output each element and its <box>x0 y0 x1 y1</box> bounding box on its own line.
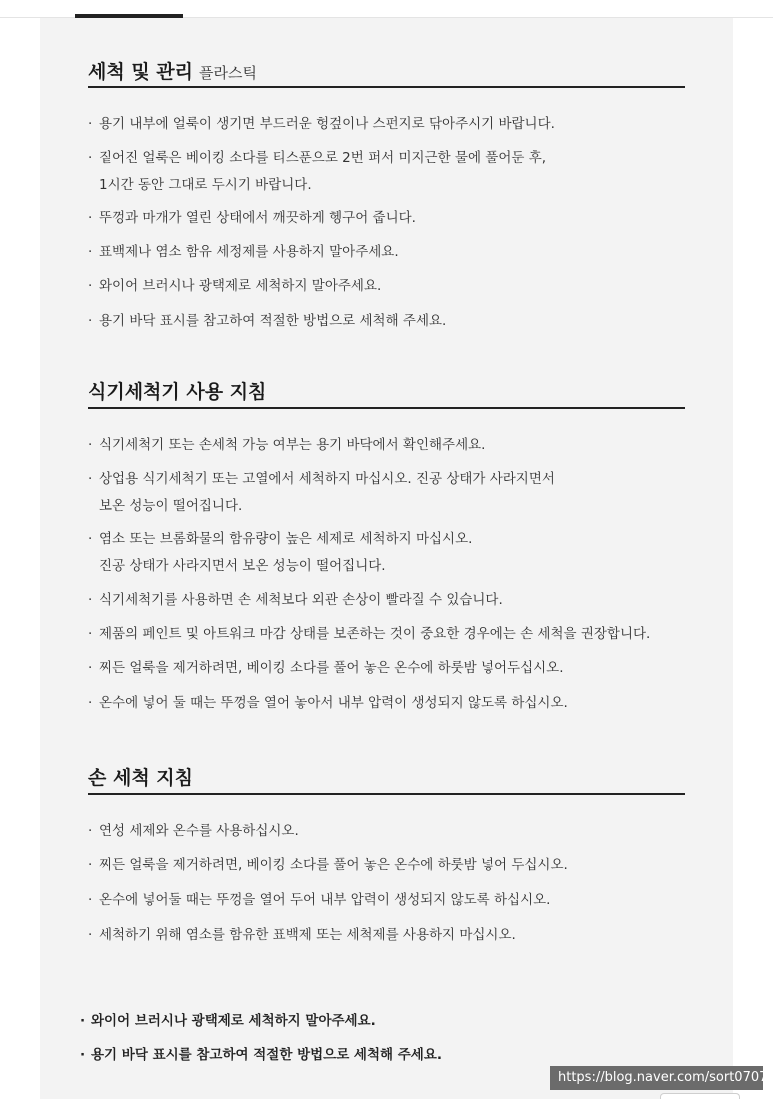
section-divider <box>88 407 685 409</box>
list-item: · 찌든 얼룩을 제거하려면, 베이킹 소다를 풀어 놓은 온수에 하룻밤 넣어 두십시오. <box>88 852 568 879</box>
list-item: · 염소 또는 브롬화물의 함유량이 높은 세제로 세척하지 마십시오. 진공 상태가 사라지면서 보온 성능이 떨어집니다. <box>88 526 472 580</box>
bullet-icon: · <box>88 210 93 226</box>
section-subtitle: 플라스틱 <box>199 64 257 82</box>
bullet-icon: · <box>88 278 93 294</box>
section-title-handwash: 손 세척 지침 <box>88 767 193 789</box>
bullet-icon: · <box>88 626 93 642</box>
list-item: · 용기 바닥 표시를 참고하여 적절한 방법으로 세척해 주세요. <box>88 308 446 335</box>
list-item: · 표백제나 염소 함유 세정제를 사용하지 말아주세요. <box>88 239 399 266</box>
list-item: · 뚜껑과 마개가 열린 상태에서 깨끗하게 헹구어 줍니다. <box>88 205 416 232</box>
blog-watermark: https://blog.naver.com/sort0707 <box>550 1066 763 1090</box>
list-item: · 연성 세제와 온수를 사용하십시오. <box>88 818 299 845</box>
list-item: · 온수에 넣어둘 때는 뚜껑을 열어 두어 내부 압력이 생성되지 않도록 하십시오. <box>88 887 550 914</box>
list-item: · 상업용 식기세척기 또는 고열에서 세척하지 마십시오. 진공 상태가 사라지면서 보온 성능이 떨어집니다. <box>88 466 555 520</box>
section-title-cleaning: 세척 및 관리 플라스틱 <box>88 61 257 83</box>
bullet-icon: · <box>88 823 93 839</box>
bullet-icon: · <box>88 471 93 487</box>
floating-button-edge[interactable] <box>660 1093 740 1099</box>
list-item: · 식기세척기를 사용하면 손 세척보다 외관 손상이 빨라질 수 있습니다. <box>88 587 503 614</box>
list-item: · 찌든 얼룩을 제거하려면, 베이킹 소다를 풀어 놓은 온수에 하룻밤 넣어두십시오. <box>88 655 564 682</box>
bullet-icon: · <box>88 857 93 873</box>
bullet-icon: · <box>88 150 93 166</box>
bullet-icon: · <box>88 244 93 260</box>
bullet-icon: · <box>88 116 93 132</box>
list-item: · 온수에 넣어 둘 때는 뚜껑을 열어 놓아서 내부 압력이 생성되지 않도록 하십시오. <box>88 690 568 717</box>
bullet-icon: · <box>88 695 93 711</box>
section-divider <box>88 793 685 795</box>
section-title-dishwasher: 식기세척기 사용 지침 <box>88 381 267 403</box>
bullet-icon: · <box>88 892 93 908</box>
bullet-icon: · <box>88 313 93 329</box>
list-item-bold: · 용기 바닥 표시를 참고하여 적절한 방법으로 세척해 주세요. <box>80 1042 442 1069</box>
list-item: · 세척하기 위해 염소를 함유한 표백제 또는 세척제를 사용하지 마십시오. <box>88 922 516 949</box>
bullet-icon: · <box>80 1047 86 1063</box>
bullet-icon: · <box>88 592 93 608</box>
list-item: · 제품의 페인트 및 아트워크 마감 상태를 보존하는 것이 중요한 경우에는 손 세척을 권장합니다. <box>88 621 650 648</box>
bullet-icon: · <box>88 531 93 547</box>
list-item: · 식기세척기 또는 손세척 가능 여부는 용기 바닥에서 확인해주세요. <box>88 432 485 459</box>
bullet-icon: · <box>88 660 93 676</box>
list-item-bold: · 와이어 브러시나 광택제로 세척하지 말아주세요. <box>80 1008 376 1035</box>
list-item: · 짙어진 얼룩은 베이킹 소다를 티스푼으로 2번 퍼서 미지근한 물에 풀어둔 후, 1시간 동안 그대로 두시기 바랍니다. <box>88 145 546 199</box>
bullet-icon: · <box>88 437 93 453</box>
list-item: · 와이어 브러시나 광택제로 세척하지 말아주세요. <box>88 273 381 300</box>
list-item: · 용기 내부에 얼룩이 생기면 부드러운 헝겊이나 스펀지로 닦아주시기 바랍니다. <box>88 111 555 138</box>
section-divider <box>88 86 685 88</box>
bullet-icon: · <box>80 1013 86 1029</box>
bullet-icon: · <box>88 927 93 943</box>
